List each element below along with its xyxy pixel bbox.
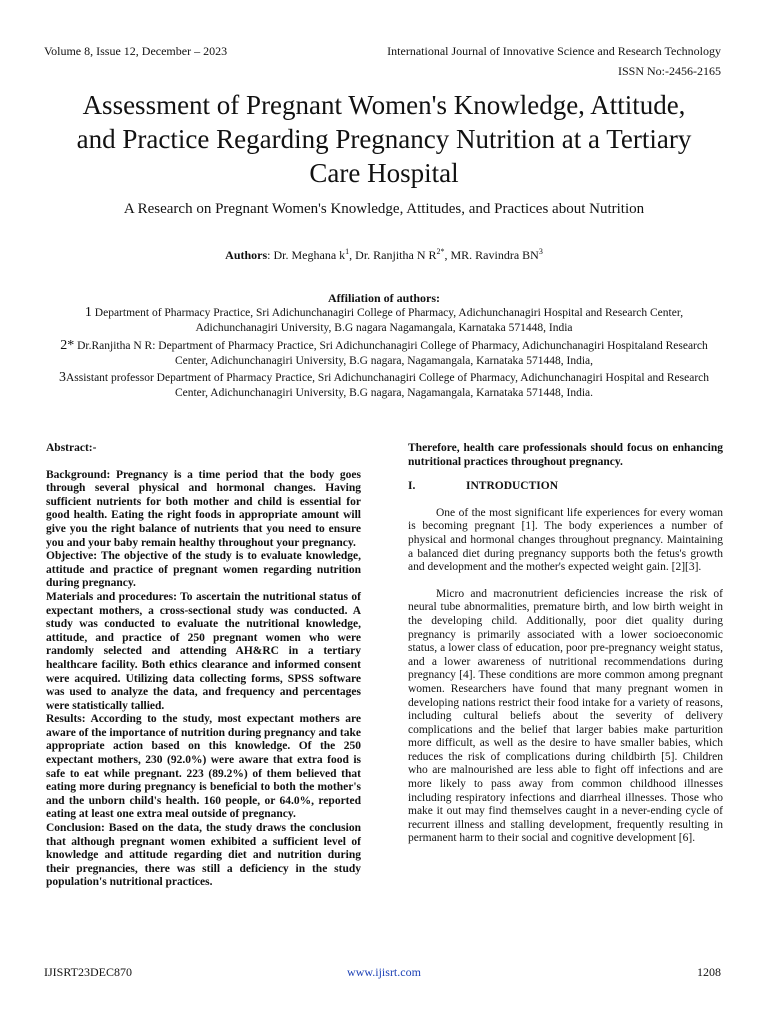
section-title: INTRODUCTION [466, 480, 559, 493]
affiliation-3-text: Assistant professor Department of Pharmacy Practice, Sri Adichunchanagiri College of Pharmacy, Adichunchanagiri Hospital and Research Center, Adichunchanagiri University, B.G nagara, Nagamangala, Karnataka 571448, India. [65, 372, 710, 399]
author-3: , MR. Ravindra BN [444, 248, 539, 262]
abstract-conclusion: Conclusion: Based on the data, the study draws the conclusion that although pregnant women exhibited a sufficient level of knowledge and attitude regarding diet and nutrition during their pregnancies, there was still a deficiency in the study population's nutritional practices. [46, 822, 361, 889]
intro-paragraph-2: Micro and macronutrient deficiencies increase the risk of neural tube abnormalities, premature birth, and low birth weight in the developing child. Additionally, poor diet quality during pregnancy is primarily associated with a lower socioeconomic status, a lower class of education, poor pre-pregnancy weight status, and a lower awareness of nutritional recommendations during pregnancy [4]. These conditions are more common among pregnant women. Researchers have found that many pregnant women in developing nations restrict their food intake for a variety of reasons, including cultural beliefs about the severity of delivery complications and the belief that larger babies make parturition more difficult, as well as the desire to have smaller babies, which reduces the risk of complications during childbirth [5]. Children who are malnourished are less able to fight off infections and are more likely to pass away from common childhood illnesses including respiratory infections and diarrheal illnesses. Those who make it out may find themselves caught in a never-ending cycle of recurrent illness and stalling development, frequently resulting in permanent harm to their social and cognitive development [6]. [408, 587, 723, 845]
abstract-results: Results: According to the study, most expectant mothers are aware of the importance of nutrition during pregnancy and take appropriate action based on this knowledge. Of the 250 expectant mothers, 230 (92.0%) were aware that extra food is safe to eat while pregnant. 223 (89.2%) of them believed that eating more during pregnancy is beneficial to both the mother's and the unborn child's health. 160 people, or 64.0%, reported eating at least one extra meal outside of pregnancy. [46, 713, 361, 821]
author-1: : Dr. Meghana k [267, 248, 346, 262]
footer-url-link[interactable]: www.ijisrt.com [347, 965, 421, 979]
author-2-sup: 2* [436, 247, 445, 256]
affiliation-1-text: Department of Pharmacy Practice, Sri Adichunchanagiri College of Pharmacy, Adichunchanagiri Hospital and Research Center, Adichunchanagiri University, B.G nagara Nagamangala, Karnataka 571448, India [91, 307, 684, 334]
page-number: 1208 [697, 965, 721, 979]
author-3-sup: 3 [538, 247, 543, 256]
affiliation-3-number: 3 [58, 370, 66, 385]
journal-volume: Volume 8, Issue 12, December – 2023 [44, 44, 228, 58]
author-2: , Dr. Ranjitha N R [349, 248, 437, 262]
introduction-column [408, 442, 723, 846]
abstract-continuation: Therefore, health care professionals should focus on enhancing nutritional practices throughout pregnancy. [408, 442, 723, 468]
issn: ISSN No:-2456-2165 [617, 64, 721, 78]
paper-subtitle: A Research on Pregnant Women's Knowledge, Attitudes, and Practices about Nutrition [123, 201, 645, 217]
author-line [40, 247, 728, 263]
affiliation-2-text: Dr.Ranjitha N R: Department of Pharmacy Practice, Sri Adichunchanagiri College of Pharmacy, Adichunchanagiri Hospitaland Research Center, Adichunchanagiri University, B.G nagara, Nagamangala, Karnataka 571448, India, [74, 340, 708, 367]
abstract-objective: Objective: The objective of the study is to evaluate knowledge, attitude and practice of pregnant women regarding nutrition during pregnancy. [46, 550, 361, 590]
abstract-methods: Materials and procedures: To ascertain the nutritional status of expectant mothers, a cross-sectional study was conducted. A study was conducted to evaluate the nutritional knowledge, attitude, and practice of 250 pregnant women who were randomly selected and attending AH&RC in a tertiary healthcare facility. Both ethics clearance and informed consent were acquired. Utilizing data collecting forms, SPSS software was used to analyze the data, and frequency and percentages were statistically tallied. [46, 590, 361, 712]
affiliation-2 [46, 338, 722, 369]
affiliation-1 [46, 305, 722, 336]
intro-paragraph-1: One of the most significant life experiences for every woman is becoming pregnant [1]. The body experiences a number of physical and hormonal changes throughout pregnancy. Maintaining a balanced diet during pregnancy supports both the fetus's growth and development and the mother's expected weight gain. [2][3]. [408, 506, 723, 574]
section-number: I. [408, 480, 416, 493]
authors-label: Authors [225, 248, 268, 262]
abstract-column [46, 442, 361, 890]
abstract-heading: Abstract:- [46, 442, 97, 454]
section-heading [408, 480, 723, 494]
author-1-sup: 1 [345, 247, 350, 256]
affiliation-2-number: 2* [60, 338, 75, 353]
paper-title: Assessment of Pregnant Women's Knowledge, Attitude, and Practice Regarding Pregnancy Nutrition at a Tertiary Care Hospital [76, 90, 692, 188]
journal-name: International Journal of Innovative Science and Research Technology [387, 44, 721, 58]
footer-paper-id: IJISRT23DEC870 [44, 965, 132, 979]
affiliation-heading: Affiliation of authors: [328, 291, 440, 305]
abstract-background: Background: Pregnancy is a time period that the body goes through several physical and hormonal changes. Having sufficient nutrients for both mother and child is essential for good health. Eating the right foods in appropriate amount will give you the right balance of nutrients that you need to ensure you and your baby remain healthy throughout your pregnancy. [46, 468, 361, 549]
affiliation-3 [46, 370, 722, 401]
affiliation-1-number: 1 [84, 305, 92, 320]
